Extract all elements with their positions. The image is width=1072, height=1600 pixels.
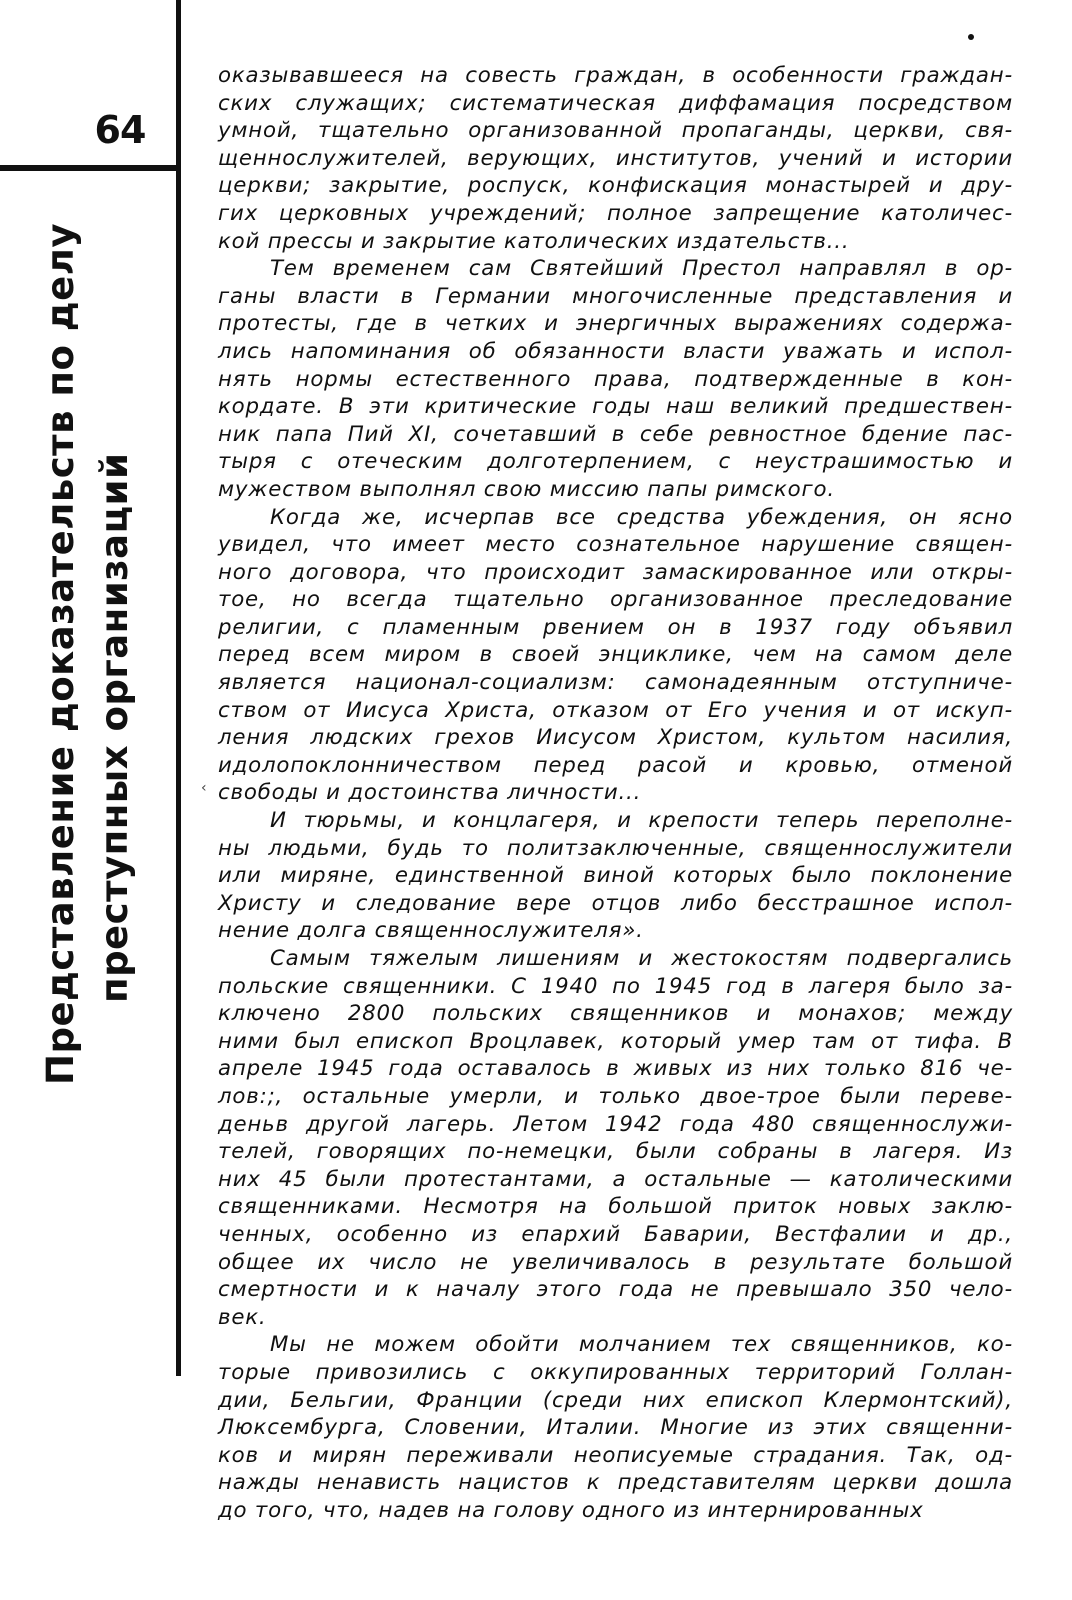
- text-line: Самым тяжелым лишениям и жестокостям подвергались: [270, 946, 1013, 971]
- text-line: гих церковных учреждений; полное запрещение католичес-: [218, 200, 1013, 226]
- text-line: Люксембурга, Словении, Италии. Многие из этих священни-: [218, 1415, 1013, 1441]
- text-line: священниками. Несмотря на большой приток новых заклю-: [218, 1194, 1013, 1220]
- text-line: торые привозились с оккупированных территорий Голлан-: [218, 1359, 1013, 1385]
- speck-mark: [968, 34, 974, 40]
- margin-vertical-rule: [176, 0, 181, 1376]
- text-line: тое, но всегда тщательно организованное преследование: [218, 587, 1013, 613]
- text-line: или миряне, единственной виной которых было поклонение: [218, 863, 1013, 889]
- text-line: ключено 2800 польских священников и монахов; между: [218, 1001, 1013, 1027]
- text-line: перед всем миром в своей энциклике, чем на самом деле: [218, 642, 1013, 668]
- running-title: [34, 185, 164, 1085]
- text-line: до того, что, надев на голову одного из интернированных: [218, 1497, 924, 1523]
- text-line: нять нормы естественного права, подтвержденные в кон-: [218, 366, 1013, 392]
- text-line: ских служащих; систематическая диффамация посредством: [218, 90, 1013, 116]
- text-line: ством от Иисуса Христа, отказом от Его учения и от искуп-: [218, 697, 1013, 723]
- text-line: смертности и к началу этого года не превышало 350 чело-: [218, 1277, 1013, 1303]
- running-title-line-2: преступных организаций: [93, 452, 136, 1003]
- text-line: идолопоклонничеством перед расой и кровью, отменой: [218, 752, 1013, 778]
- text-line: щеннослужителей, верующих, институтов, учений и истории: [218, 145, 1013, 171]
- running-title-line-1: Представление доказательств по делу: [39, 223, 82, 1085]
- text-line: является национал-социализм: самонадеянным отступниче-: [218, 670, 1013, 696]
- text-line: польские священники. С 1940 по 1945 год в лагеря было за-: [218, 973, 1013, 999]
- text-line: оказывавшееся на совесть граждан, в особенности граждан-: [218, 63, 1013, 88]
- text-line: И тюрьмы, и концлагеря, и крепости теперь переполне-: [270, 808, 1013, 834]
- text-line: церкви; закрытие, роспуск, конфискация монастырей и дру-: [218, 173, 1013, 199]
- text-line: Когда же, исчерпав все средства убеждения, он ясно: [270, 504, 1013, 530]
- text-line: умной, тщательно организованной пропаганды, церкви, свя-: [218, 118, 1013, 144]
- text-line: ков и мирян переживали неописуемые страдания. Так, од-: [218, 1442, 1013, 1468]
- text-line: ник папа Пий XI, сочетавший в себе ревностное бдение пас-: [218, 421, 1013, 447]
- text-line: них 45 были протестантами, а остальные — католическими: [218, 1166, 1013, 1192]
- text-line: общее их число не увеличивалось в результате большой: [218, 1249, 1013, 1275]
- text-line: Христу и следование вере отцов либо бесстрашное испол-: [218, 890, 1013, 916]
- text-line: кордате. В эти критические годы наш великий предшествен-: [218, 394, 1013, 420]
- page-margin: [0, 0, 185, 1600]
- text-line: свободы и достоинства личности...: [218, 780, 642, 806]
- text-line: нение долга священнослужителя».: [218, 918, 644, 944]
- text-line: ченных, особенно из епархий Баварии, Вестфалии и др.,: [218, 1221, 1013, 1247]
- text-line: дии, Бельгии, Франции (среди них епископ Клермонтский),: [218, 1387, 1013, 1413]
- text-line: увидел, что имеет место сознательное нарушение священ-: [218, 532, 1013, 558]
- text-line: лов:;, остальные умерли, и только двое-трое были переве-: [218, 1083, 1013, 1109]
- text-line: протесты, где в четких и энергичных выражениях содержа-: [218, 311, 1013, 337]
- text-line: телей, говорящих по-немецки, были собраны в лагеря. Из: [218, 1139, 1013, 1165]
- text-line: Тем временем сам Святейший Престол направлял в ор-: [270, 256, 1013, 282]
- text-line: деньв другой лагерь. Летом 1942 года 480 священнослужи-: [218, 1111, 1013, 1137]
- text-line: век.: [218, 1304, 267, 1330]
- text-line: ны людьми, будь то политзаключенные, священнослужители: [218, 835, 1013, 861]
- text-line: тыря с отеческим долготерпением, с неустрашимостью и: [218, 449, 1013, 475]
- text-line: религии, с пламенным рвением он в 1937 году объявил: [218, 614, 1013, 640]
- text-line: ними был епископ Вроцлавек, который умер там от тифа. В: [218, 1028, 1013, 1054]
- body-text: [218, 62, 1013, 1524]
- text-line: ного договора, что происходит замаскированное или откры-: [218, 559, 1013, 585]
- text-line: ления людских грехов Иисусом Христом, культом насилия,: [218, 725, 1013, 751]
- stray-mark: ‹: [201, 780, 207, 796]
- text-line: нажды ненависть нацистов к представителям церкви дошла: [218, 1470, 1013, 1496]
- text-line: ганы власти в Германии многочисленные представления и: [218, 283, 1013, 309]
- text-line: апреле 1945 года оставалось в живых из них только 816 че-: [218, 1056, 1013, 1082]
- page-number-rule: [0, 165, 180, 171]
- page-number: 64: [94, 108, 146, 152]
- text-line: мужеством выполнял свою миссию папы римского.: [218, 476, 835, 502]
- text-line: лись напоминания об обязанности власти уважать и испол-: [218, 338, 1013, 364]
- text-line: Мы не можем обойти молчанием тех священников, ко-: [270, 1332, 1013, 1358]
- text-line: кой прессы и закрытие католических издательств...: [218, 228, 850, 254]
